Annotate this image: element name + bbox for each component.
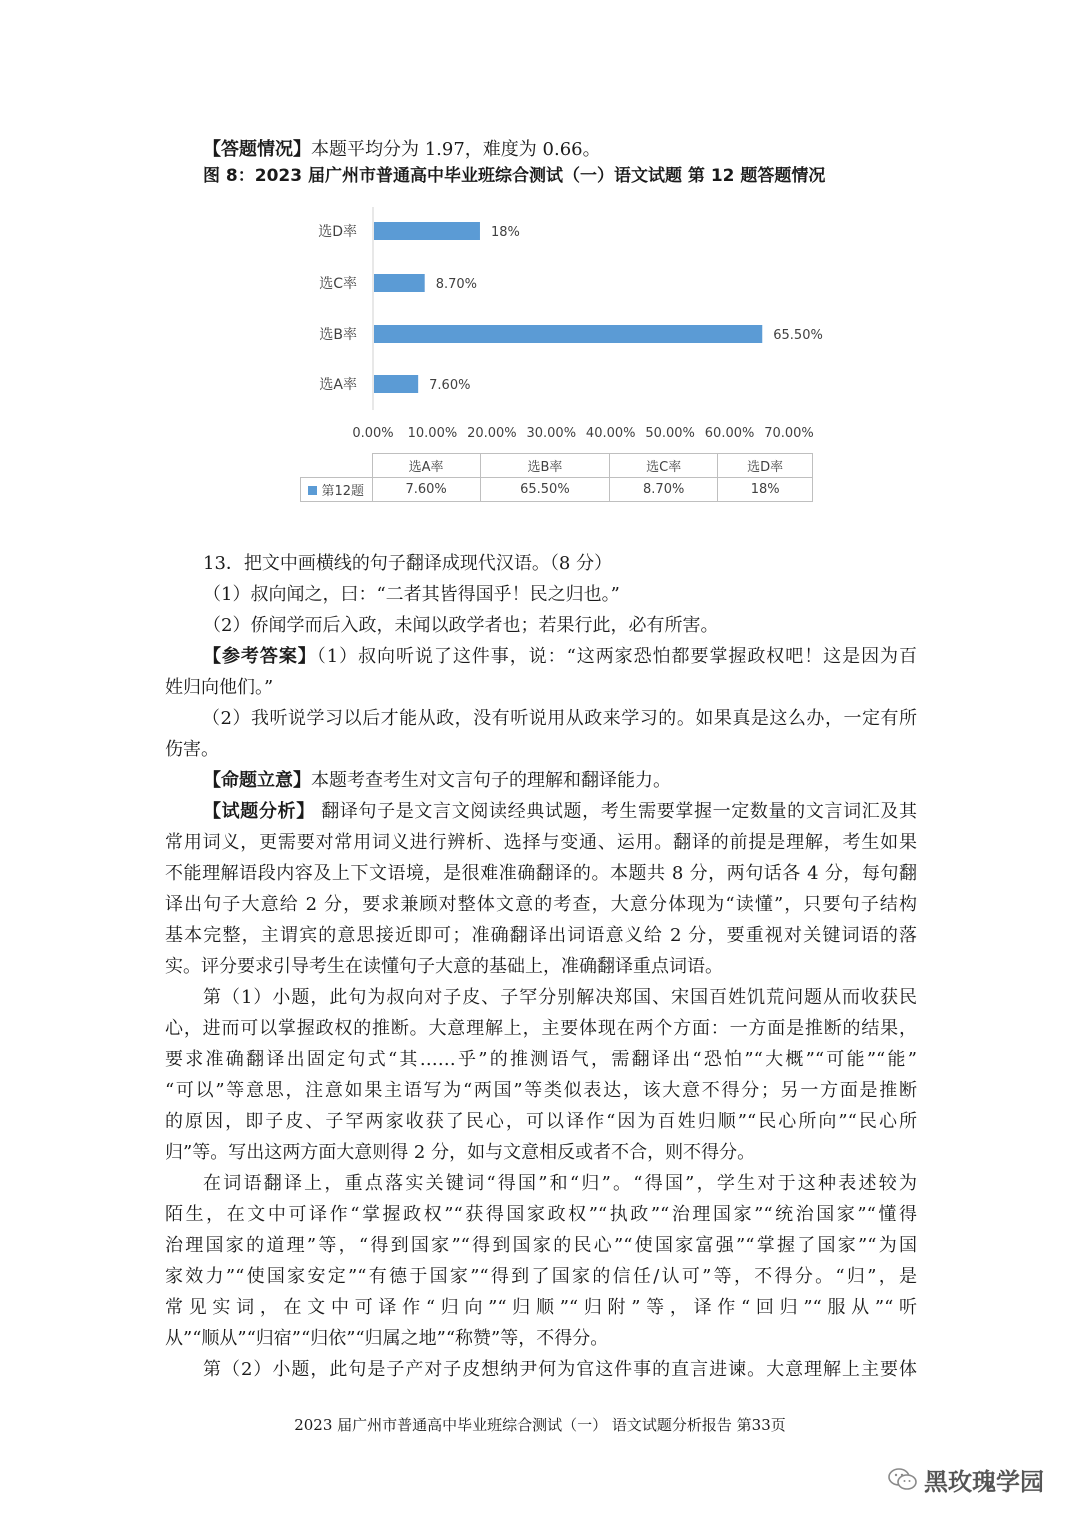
analysis-line: 常用词义，更需要对常用词义进行辨析、选择与变通、运用。翻译的前提是理解，考生如果 [165, 832, 917, 853]
reference-answer-text: （1）叔向听说了这件事，说：“这两家恐怕都要掌握政权吧！这是因为百 [316, 646, 918, 667]
table-cell: 65.50% [480, 478, 609, 502]
table-header-cell: 选C率 [610, 454, 718, 478]
question-item-1: （1）叔向闻之，曰：“二者其皆得国乎！民之归也。” [203, 584, 620, 605]
legend-label: 第12题 [321, 484, 365, 499]
x-tick-label: 30.00% [526, 426, 577, 441]
bar-chart [0, 0, 1080, 460]
analysis-line: 第（2）小题，此句是子产对子皮想纳尹何为官这件事的直言进谏。大意理解上主要体 [203, 1359, 917, 1380]
analysis-line: 常见实词，在文中可译作“归向”“归顺”“归附”等，译作“回归”“服从”“听 [165, 1297, 917, 1318]
answer-situation-text: 本题平均分为 1.97，难度为 0.66。 [311, 139, 601, 160]
chart-bar [374, 375, 418, 393]
category-label: 选D率 [318, 224, 357, 240]
reference-answer-tag: 【参考答案】 [203, 646, 317, 667]
analysis-line [203, 796, 917, 827]
analysis-line: 心，进而可以掌握政权的推断。大意理解上，主要体现在两个方面：一方面是推断的结果， [165, 1018, 917, 1039]
answer-situation-tag: 【答题情况】 [203, 139, 311, 160]
table-cell: 18% [718, 478, 813, 502]
x-tick-label: 70.00% [764, 426, 814, 441]
analysis-line: 从”“顺从”“归宿”“归依”“归属之地”“称赞”等，不得分。 [165, 1328, 609, 1349]
table-row-label [301, 478, 373, 502]
intent [203, 765, 671, 796]
table-header-cell: 选B率 [480, 454, 609, 478]
analysis-tag: 【试题分析】 [203, 801, 315, 822]
intent-text: 本题考查考生对文言句子的理解和翻译能力。 [311, 770, 671, 791]
x-tick-label: 40.00% [585, 426, 636, 441]
analysis-line: 译出句子大意给 2 分，要求兼顾对整体文意的考查，大意分体现为“读懂”，只要句子结构 [165, 894, 917, 915]
legend-swatch [308, 486, 317, 495]
data-label: 65.50% [773, 328, 823, 343]
category-label: 选A率 [319, 377, 357, 393]
table-row [301, 478, 813, 502]
reference-answer-line2: 姓归向他们。” [165, 677, 274, 698]
x-tick-label: 50.00% [645, 426, 695, 441]
watermark [888, 1462, 1044, 1497]
category-label: 选C率 [319, 276, 357, 292]
analysis-line: 归”等。写出这两方面大意则得 2 分，如与文意相反或者不合，则不得分。 [165, 1142, 756, 1163]
analysis-line: 治理国家的道理”等，“得到国家”“得到国家的民心”“使国家富强”“掌握了国家”“为国 [165, 1235, 917, 1256]
data-label: 7.60% [429, 378, 471, 393]
analysis-text: 翻译句子是文言文阅读经典试题，考生需要掌握一定数量的文言词汇及其 [321, 801, 918, 822]
x-tick-label: 0.00% [352, 426, 394, 441]
chart-bar [374, 222, 480, 240]
chart-bar [374, 325, 762, 343]
question-stem: 13．把文中画横线的句子翻译成现代汉语。（8 分） [203, 553, 613, 574]
analysis-line: 基本完整，主谓宾的意思接近即可；准确翻译出词语意义给 2 分，要重视对关键词语的落 [165, 925, 917, 946]
figure-caption: 图 8：2023 届广州市普通高中毕业班综合测试（一）语文试题 第 12 题答题情况 [203, 166, 826, 186]
analysis-line: 第（1）小题，此句为叔向对子皮、子罕分别解决郑国、宋国百姓饥荒问题从而收获民 [203, 987, 917, 1008]
chart-bar [374, 274, 425, 292]
question-item-2: （2）侨闻学而后入政，未闻以政学者也；若果行此，必有所害。 [203, 615, 719, 636]
x-tick-label: 60.00% [704, 426, 755, 441]
reference-answer-line1 [203, 641, 917, 672]
wechat-icon [888, 1467, 918, 1493]
data-label: 18% [490, 225, 520, 240]
analysis-line: 的原因，即子皮、子罕两家收获了民心，可以译作“因为百姓归顺”“民心所向”“民心所 [165, 1111, 917, 1132]
analysis-line: 家效力”“使国家安定”“有德于国家”“得到了国家的信任/认可”等，不得分。“归”，是 [165, 1266, 917, 1287]
watermark-text: 黑玫瑰学园 [924, 1468, 1044, 1496]
page-footer: 2023 届广州市普通高中毕业班综合测试（一） 语文试题分析报告 第33页 [294, 1416, 786, 1434]
intent-tag: 【命题立意】 [203, 770, 311, 791]
analysis-line: 实。评分要求引导考生在读懂句子大意的基础上，准确翻译重点词语。 [165, 956, 723, 977]
analysis-line: 不能理解语段内容及上下文语境，是很难准确翻译的。本题共 8 分，两句话各 4 分，每句翻 [165, 863, 917, 884]
category-label: 选B率 [319, 327, 357, 343]
table-header-cell: 选A率 [372, 454, 480, 478]
analysis-line: 陌生，在文中可译作“掌握政权”“获得国家政权”“执政”“治理国家”“统治国家”“懂得 [165, 1204, 917, 1225]
table-header-cell: 选D率 [718, 454, 813, 478]
analysis-line: 在词语翻译上，重点落实关键词“得国”和“归”。“得国”，学生对于这种表述较为 [203, 1173, 917, 1194]
analysis-line: “可以”等意思，注意如果主语写为“两国”等类似表达，该大意不得分；另一方面是推断 [165, 1080, 917, 1101]
reference-answer-line4: 伤害。 [165, 739, 219, 760]
analysis-line: 要求准确翻译出固定句式“其……乎”的推测语气，需翻译出“恐怕”“大概”“可能”“能” [165, 1049, 917, 1070]
x-tick-label: 20.00% [467, 426, 517, 441]
data-label: 8.70% [435, 277, 478, 292]
reference-answer-line3: （2）我听说学习以后才能从政，没有听说用从政来学习的。如果真是这么办，一定有所 [202, 708, 917, 729]
table-header-row [301, 454, 813, 478]
table-cell: 7.60% [372, 478, 480, 502]
chart-data-table [300, 453, 813, 502]
x-tick-label: 10.00% [407, 426, 458, 441]
table-corner [301, 454, 373, 478]
table-cell: 8.70% [610, 478, 718, 502]
